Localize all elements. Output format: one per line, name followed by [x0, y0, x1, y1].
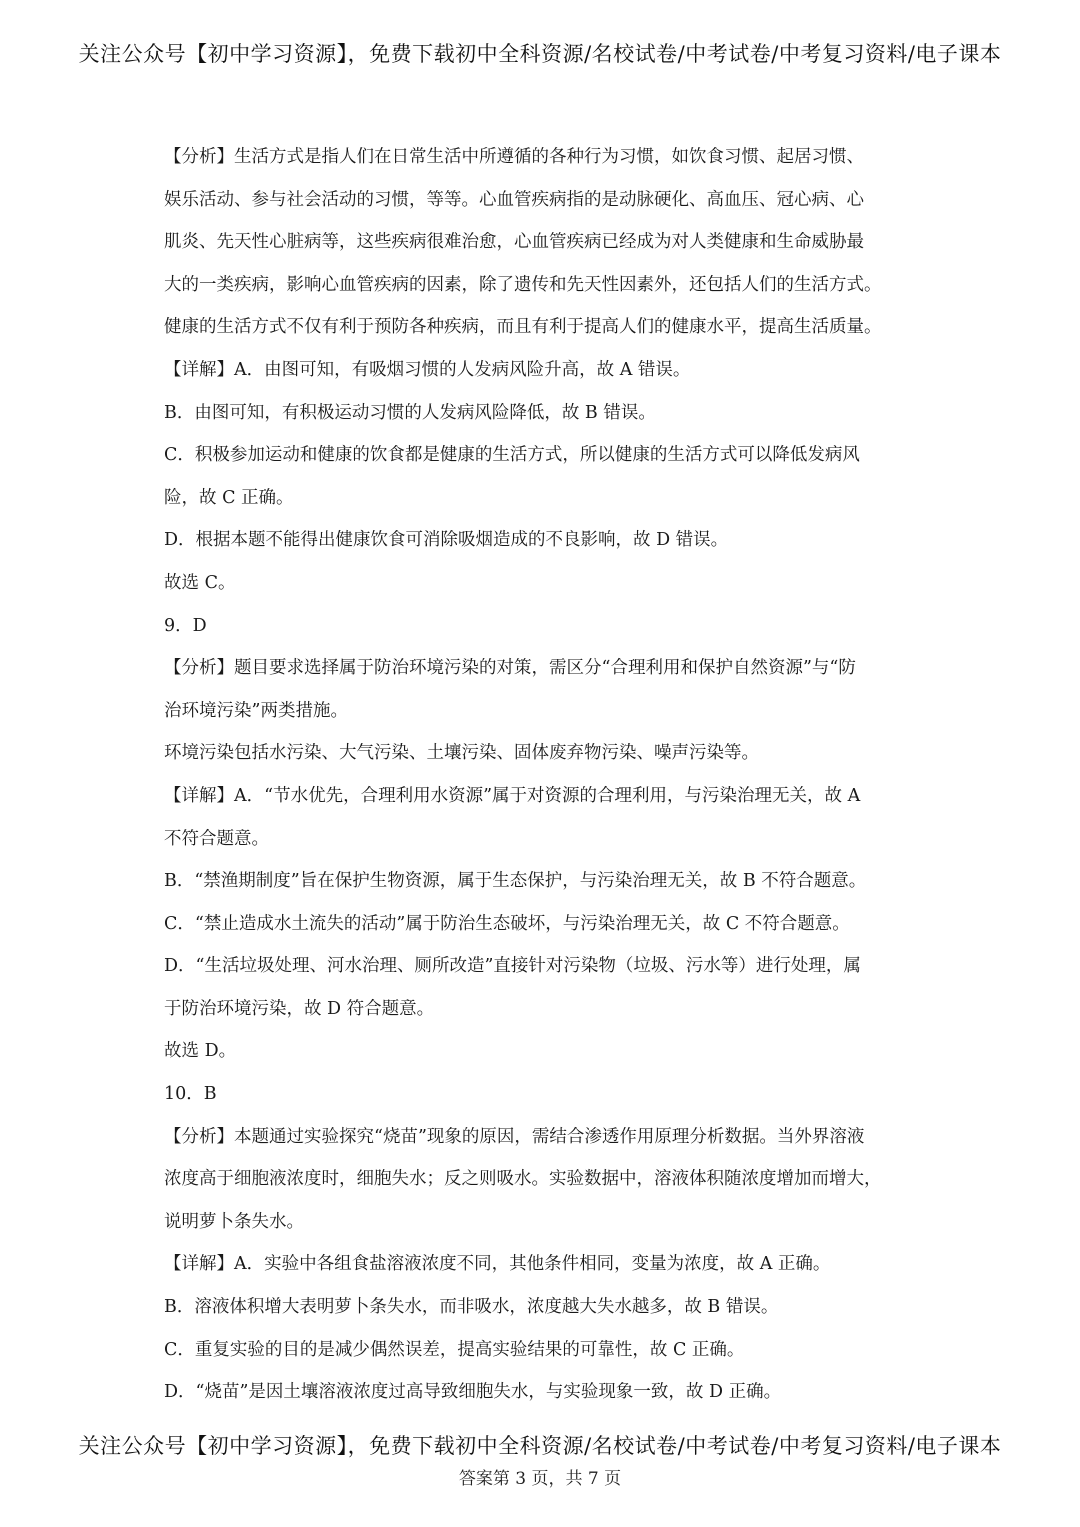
text-line: 故选 C。 [164, 572, 236, 593]
text-line: 肌炎、先天性心脏病等，这些疾病很难治愈，心血管疾病已经成为对人类健康和生命威胁最 [164, 232, 864, 253]
text-line: 【分析】题目要求选择属于防治环境污染的对策，需区分“合理利用和保护自然资源”与“防 [164, 658, 856, 679]
text-line: B．由图可知，有积极运动习惯的人发病风险降低，故 B 错误。 [164, 402, 656, 423]
header-banner: 关注公众号【初中学习资源】，免费下载初中全科资源/名校试卷/中考试卷/中考复习资料/电子课本 [78, 42, 1002, 66]
text-line: 【详解】A．由图可知，有吸烟习惯的人发病风险升高，故 A 错误。 [164, 359, 691, 380]
text-line: 10．B [164, 1084, 217, 1105]
text-line: C．积极参加运动和健康的饮食都是健康的生活方式，所以健康的生活方式可以降低发病风 [164, 445, 860, 466]
footer-banner: 关注公众号【初中学习资源】，免费下载初中全科资源/名校试卷/中考试卷/中考复习资料/电子课本 [78, 1434, 1002, 1458]
text-line: 不符合题意。 [164, 828, 269, 849]
text-line: 治环境污染”两类措施。 [164, 700, 348, 721]
answer-body [164, 136, 924, 1414]
text-line: B．“禁渔期制度”旨在保护生物资源，属于生态保护，与污染治理无关，故 B 不符合题意。 [164, 871, 867, 892]
text-line: 【详解】A．“节水优先，合理利用水资源”属于对资源的合理利用，与污染治理无关，故 A [164, 785, 861, 806]
text-line: D．“生活垃圾处理、河水治理、厕所改造”直接针对污染物（垃圾、污水等）进行处理，属 [164, 956, 861, 977]
text-line: D．根据本题不能得出健康饮食可消除吸烟造成的不良影响，故 D 错误。 [164, 530, 729, 551]
text-line: 险，故 C 正确。 [164, 487, 294, 508]
text-line: 【分析】生活方式是指人们在日常生活中所遵循的各种行为习惯，如饮食习惯、起居习惯、 [164, 147, 864, 167]
text-line: C．“禁止造成水土流失的活动”属于防治生态破坏，与污染治理无关，故 C 不符合题意。 [164, 913, 850, 934]
text-line: 大的一类疾病，影响心血管疾病的因素，除了遗传和先天性因素外，还包括人们的生活方式。 [164, 274, 882, 295]
page-number: 答案第 3 页，共 7 页 [458, 1469, 622, 1489]
text-line: 9．D [164, 615, 207, 636]
text-line: 故选 D。 [164, 1041, 237, 1062]
text-line: C．重复实验的目的是减少偶然误差，提高实验结果的可靠性，故 C 正确。 [164, 1339, 745, 1360]
text-line: 【详解】A．实验中各组食盐溶液浓度不同，其他条件相同，变量为浓度，故 A 正确。 [164, 1254, 831, 1275]
text-line: 浓度高于细胞液浓度时，细胞失水；反之则吸水。实验数据中，溶液体积随浓度增加而增大， [164, 1169, 882, 1190]
text-line: 娱乐活动、参与社会活动的习惯，等等。心血管疾病指的是动脉硬化、高血压、冠心病、心 [164, 189, 864, 210]
text-line: 健康的生活方式不仅有利于预防各种疾病，而且有利于提高人们的健康水平，提高生活质量。 [164, 317, 882, 338]
text-line: B．溶液体积增大表明萝卜条失水，而非吸水，浓度越大失水越多，故 B 错误。 [164, 1297, 779, 1318]
text-line: 说明萝卜条失水。 [164, 1211, 304, 1232]
text-line: 于防治环境污染，故 D 符合题意。 [164, 998, 435, 1019]
text-line: D．“烧苗”是因土壤溶液浓度过高导致细胞失水，与实验现象一致，故 D 正确。 [164, 1382, 782, 1403]
text-line: 【分析】本题通过实验探究“烧苗”现象的原因，需结合渗透作用原理分析数据。当外界溶液 [164, 1126, 865, 1147]
text-line: 环境污染包括水污染、大气污染、土壤污染、固体废弃物污染、噪声污染等。 [164, 743, 759, 764]
